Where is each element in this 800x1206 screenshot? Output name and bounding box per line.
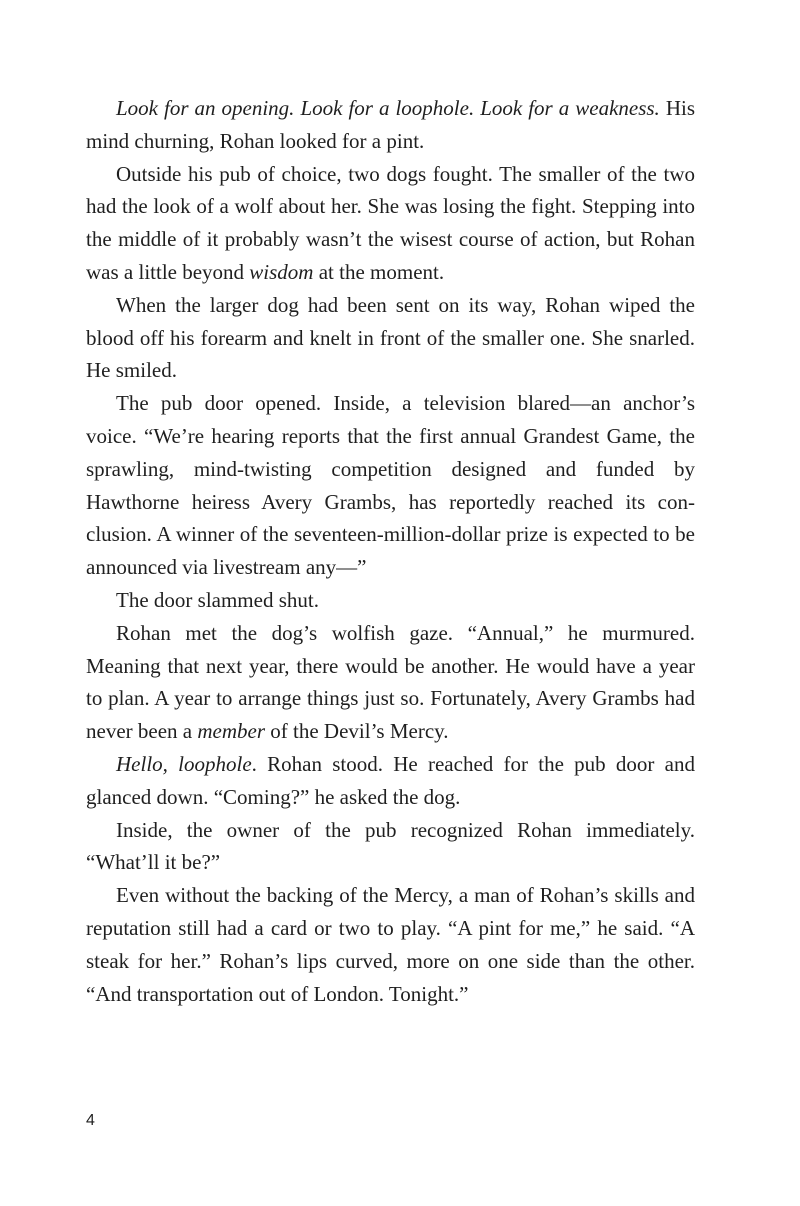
paragraph <box>86 158 695 289</box>
paragraph <box>86 617 695 748</box>
page-number: 4 <box>86 1112 95 1129</box>
italic-text: Hello, loophole <box>116 751 252 776</box>
paragraph <box>86 814 695 880</box>
text-run: His mind churning, Rohan looked for a pint. <box>86 96 695 153</box>
italic-text: Look for an opening. Look for a loophole. Look for a weakness. <box>116 96 660 120</box>
text-run: Even without the backing of the Mercy, a man of Rohan’s skills and reputation still had a card or two to play. “A pint for me,” he said. “A steak for her.” Rohan’s lips curved, more on one side than the other. “And transportation out of London. Tonight.” <box>86 883 695 1006</box>
text-run: Rohan met the dog’s wolfish gaze. “Annual,” he murmured. Meaning that next year, there would be another. He would have a year to plan. A year to arrange things just so. Fortunately, Avery Grambs had never been a <box>86 620 695 744</box>
paragraph <box>86 748 695 814</box>
italic-text: member <box>197 719 266 744</box>
text-run: . Rohan stood. He reached for the pub door and glanced down. “Coming?” he asked the dog. <box>86 751 695 809</box>
text-run: at the moment. <box>313 259 445 284</box>
text-run: Outside his pub of choice, two dogs fought. The smaller of the two had the look of a wolf about her. She was losing the fight. Stepping into the middle of it probably wasn’t the wisest course of action, but Rohan was a little beyond <box>86 161 695 284</box>
paragraph <box>86 879 695 1010</box>
text-run: The door slammed shut. <box>116 587 319 612</box>
paragraph <box>86 584 695 617</box>
paragraph <box>86 92 695 158</box>
paragraph <box>86 387 695 584</box>
text-run: Inside, the owner of the pub recognized Rohan immediately. “What’ll it be?” <box>86 817 695 875</box>
body-text <box>86 92 695 1010</box>
paragraph <box>86 289 695 387</box>
text-run: of the Devil’s Mercy. <box>265 719 449 744</box>
italic-text: wisdom <box>249 259 314 284</box>
text-run: The pub door opened. Inside, a television blared—an anchor’s voice. “We’re hearing reports that the first annual Grandest Game, the sprawling, mind-twisting competition designed and funded by Hawthorne heiress Avery Grambs, has reportedly reached its conclusion. A winner of the seventeen-million-dollar prize is expected to be announced via livestream any—” <box>86 391 695 580</box>
text-run: When the larger dog had been sent on its way, Rohan wiped the blood off his forearm and knelt in front of the smaller one. She snarled. He smiled. <box>86 292 695 383</box>
